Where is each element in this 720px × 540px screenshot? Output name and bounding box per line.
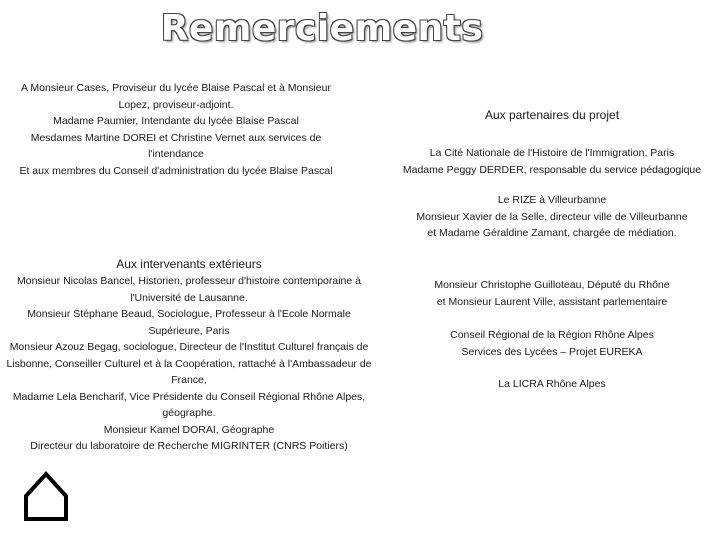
speaker-line: Madame Lela Bencharif, Vice Présidente du Conseil Régional Rhône Alpes, géographe. <box>12 390 366 419</box>
thanks-line: A Monsieur Cases, Proviseur du lycée Blaise Pascal et à Monsieur Lopez, proviseur-adjoint. <box>21 82 331 111</box>
partner-line: Madame Peggy DERDER, responsable du service pédagogique <box>402 163 702 176</box>
partner-line: Conseil Régional de la Région Rhône Alpes <box>450 329 654 341</box>
partners-heading: Aux partenaires du projet <box>484 108 620 122</box>
page-title: Remerciements <box>160 8 484 49</box>
partner-line: La Cité Nationale de l'Histoire de l'Immigration, Paris <box>429 147 675 159</box>
partner-cnhi-block <box>392 145 712 178</box>
speaker-line: Directeur du laboratoire de Recherche MIGRINTER (CNRS Poitiers) <box>30 440 348 452</box>
speakers-block <box>6 273 372 455</box>
partner-line: Monsieur Xavier de la Selle, directeur ville de Villeurbanne <box>416 210 688 223</box>
partner-line: et Monsieur Laurent Ville, assistant parlementaire <box>436 295 668 308</box>
partner-line: et Madame Géraldine Zamant, chargée de médiation. <box>427 227 677 239</box>
home-icon[interactable] <box>22 470 70 522</box>
partner-region-block <box>392 327 712 360</box>
partner-deputy-block <box>392 277 712 310</box>
speaker-line: Monsieur Stéphane Beaud, Sociologue, Professeur à l'Ecole Normale Supérieure, Paris <box>27 308 351 337</box>
thanks-line: Et aux membres du Conseil d'administration du lycée Blaise Pascal <box>19 164 333 177</box>
speaker-line: Monsieur Nicolas Bancel, Historien, professeur d'histoire contemporaine à l'Université de Lausanne. <box>16 275 361 304</box>
speaker-line: Monsieur Kamel DORAI, Géographe <box>103 423 275 436</box>
partner-line: Services des Lycées – Projet EUREKA <box>461 345 643 358</box>
partner-rize-block <box>392 192 712 242</box>
thanks-line: Mesdames Martine DOREI et Christine Vernet aux services de l'intendance <box>30 131 322 160</box>
home-icon-graphic <box>22 470 70 522</box>
speaker-line: Monsieur Azouz Begag, sociologue, Directeur de l'Institut Culturel français de Lisbonne, Conseiller Culturel et à la Coopération, rattaché à l'Ambassadeur de France, <box>6 341 372 386</box>
partner-line: Le RIZE à Villeurbanne <box>497 194 607 206</box>
partner-licra-block <box>392 376 712 393</box>
thanks-line: Madame Paumier, Intendante du lycée Blaise Pascal <box>53 115 299 127</box>
partner-line: Monsieur Christophe Guilloteau, Député du Rhône <box>434 279 670 291</box>
partner-line: La LICRA Rhône Alpes <box>498 378 606 390</box>
speakers-heading: Aux intervenants extérieurs <box>116 257 262 271</box>
thanks-school-block <box>6 80 346 179</box>
